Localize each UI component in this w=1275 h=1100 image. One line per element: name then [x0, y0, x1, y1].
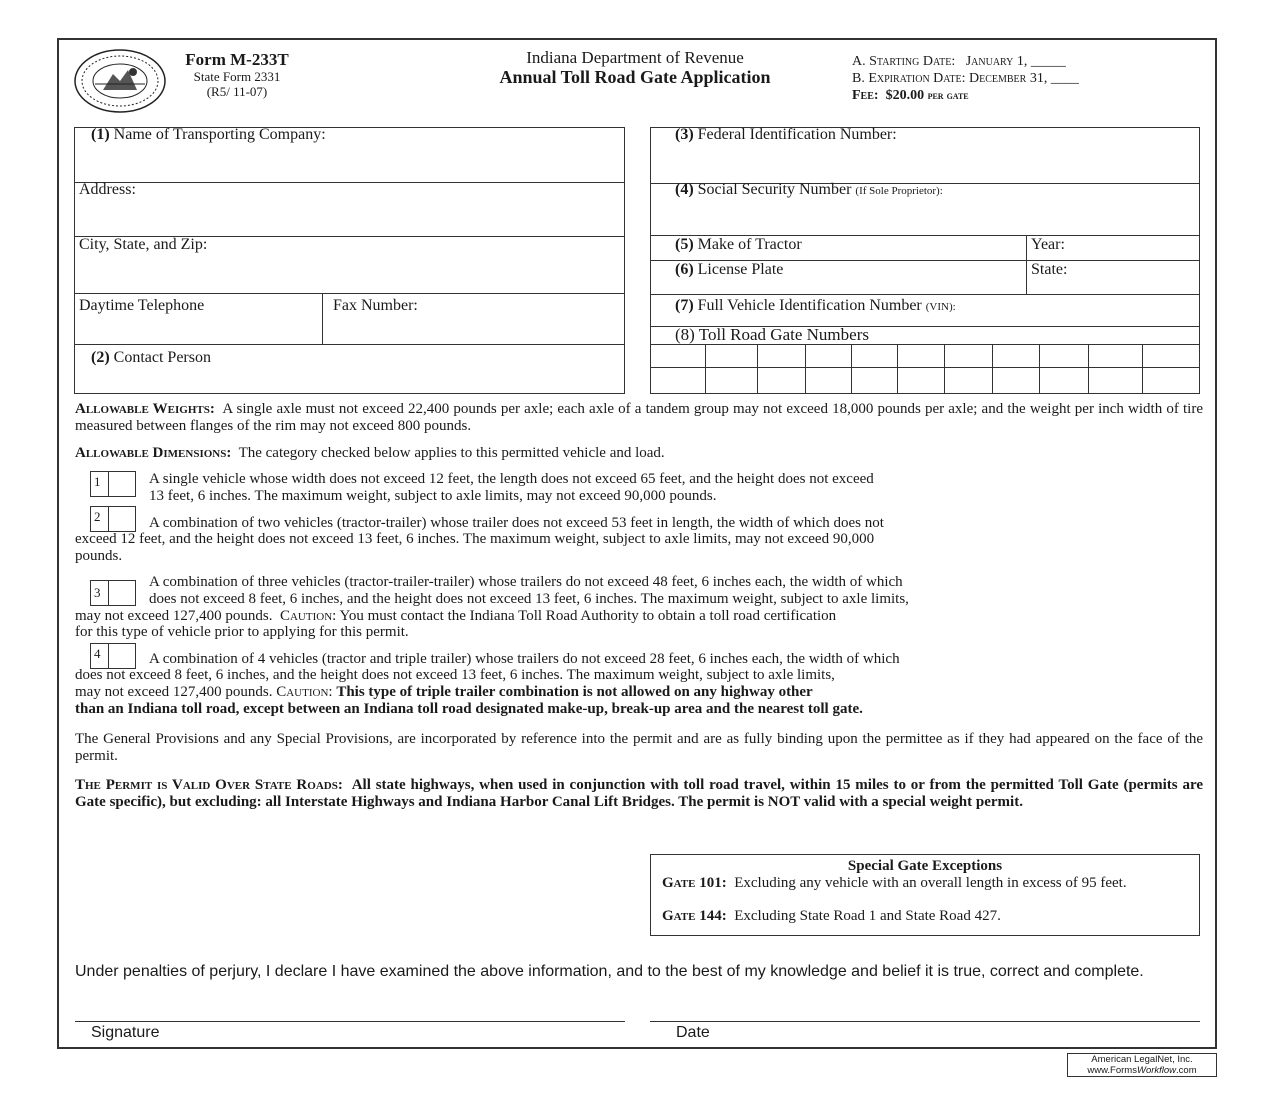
revision: (R5/ 11-07) [206, 84, 268, 99]
gate-grid-divider [944, 344, 945, 394]
gate-grid-divider [1088, 344, 1089, 394]
gate-grid-divider [757, 344, 758, 394]
category-3-checkbox[interactable]: 3 [90, 580, 136, 606]
category-4-checkbox[interactable]: 4 [90, 643, 136, 669]
category-1-checkbox[interactable]: 1 [90, 471, 136, 497]
date-line[interactable] [650, 1021, 1200, 1022]
gate-grid-divider [805, 344, 806, 394]
category-3-line3: may not exceed 127,400 pounds. Caution: You must contact the Indiana Toll Road Authority to obtain a toll road certification [75, 608, 837, 624]
footer-company: American LegalNet, Inc. [1091, 1054, 1193, 1065]
category-2-line1: A combination of two vehicles (tractor-trailer) whose trailer does not exceed 53 feet in length, the width of which does not [149, 515, 884, 531]
category-2-line3: pounds. [75, 548, 123, 564]
signature-label: Signature [91, 1024, 160, 1041]
fee-unit: per gate [927, 88, 969, 102]
license-plate-field[interactable]: (6) License Plate [675, 261, 784, 278]
company-name-field[interactable]: (1) Name of Transporting Company: [91, 126, 326, 143]
perjury-declaration: Under penalties of perjury, I declare I have examined the above information, and to the best of my knowledge and belief it is true, correct and complete. [75, 963, 1144, 980]
form-number: Form M-233T [185, 50, 289, 69]
year-field[interactable]: Year: [1031, 236, 1065, 253]
daytime-telephone-field[interactable]: Daytime Telephone [79, 297, 205, 314]
state-seal-icon [73, 48, 167, 114]
legalnet-footer [1067, 1053, 1217, 1077]
starting-date-label: A. Starting Date: [852, 54, 956, 69]
category-4-line2: does not exceed 8 feet, 6 inches, and the height does not exceed 13 feet, 6 inches. The maximum weight, subject to axle limits, [75, 667, 835, 683]
make-of-tractor-field[interactable]: (5) Make of Tractor [675, 236, 802, 253]
date-label: Date [676, 1024, 710, 1041]
gate-grid-divider [705, 344, 706, 394]
gate-numbers-label: (8) Toll Road Gate Numbers [675, 325, 869, 344]
signature-line[interactable] [75, 1021, 625, 1022]
gate-144-exception: Gate 144: Excluding State Road 1 and State Road 427. [662, 908, 1001, 924]
form-title: Annual Toll Road Gate Application [499, 67, 771, 87]
gate-grid-divider [897, 344, 898, 394]
category-4-line4: than an Indiana toll road, except between an Indiana toll road designated make-up, break-up area and the nearest toll gate. [75, 701, 863, 717]
category-3-line1: A combination of three vehicles (tractor-trailer-trailer) whose trailers do not exceed 48 feet, 6 inches each, the width of which [149, 574, 903, 590]
footer-url: www.FormsWorkflow.com [1087, 1064, 1197, 1076]
contact-person-field[interactable]: (2) Contact Person [91, 349, 211, 366]
general-provisions: The General Provisions and any Special Provisions, are incorporated by reference into the permit and are as fully binding upon the permittee as if they had appeared on the face of the permit. [75, 731, 1203, 764]
allowable-weights: Allowable Weights: A single axle must not exceed 22,400 pounds per axle; each axle of a tandem group may not exceed 18,000 pounds per axle; and the weight per inch width of tire measured between flanges of the rim may not exceed 800 pounds. [75, 401, 1203, 434]
fax-number-field[interactable]: Fax Number: [333, 297, 418, 314]
category-2-checkbox[interactable]: 2 [90, 506, 136, 532]
agency-block [430, 48, 840, 87]
fee-value: $20.00 [885, 88, 925, 103]
date-fee-block [852, 53, 1212, 104]
federal-id-field[interactable]: (3) Federal Identification Number: [675, 126, 897, 143]
gate-grid-divider [1039, 344, 1040, 394]
expiration-date-value[interactable]: December 31, ____ [969, 71, 1079, 86]
vin-field[interactable]: (7) Full Vehicle Identification Number (VIN): [675, 297, 956, 314]
allowable-dimensions: Allowable Dimensions: The category checked below applies to this permitted vehicle and load. [75, 445, 665, 461]
city-state-zip-field[interactable]: City, State, and Zip: [79, 236, 208, 253]
gate-grid-divider [992, 344, 993, 394]
category-3-line2: does not exceed 8 feet, 6 inches, and the height does not exceed 13 feet, 6 inches. The maximum weight, subject to axle limits, [149, 591, 909, 607]
starting-date-value[interactable]: January 1, _____ [965, 54, 1066, 69]
gate-grid-divider [851, 344, 852, 394]
category-4-line3: may not exceed 127,400 pounds. Caution: This type of triple trailer combination is not allowed on any highway other [75, 684, 813, 700]
category-2-line2: exceed 12 feet, and the height does not exceed 13 feet, 6 inches. The maximum weight, subject to axle limits, may not exceed 90,000 [75, 531, 875, 547]
special-title: Special Gate Exceptions [847, 858, 1003, 874]
special-gate-exceptions [650, 854, 1200, 936]
agency-name: Indiana Department of Revenue [526, 48, 744, 67]
category-4-line1: A combination of 4 vehicles (tractor and triple trailer) whose trailers do not exceed 28 feet, 6 inches each, the width of which [149, 651, 900, 667]
state-form: State Form 2331 [193, 69, 281, 84]
ssn-field[interactable]: (4) Social Security Number (If Sole Proprietor): [675, 181, 943, 198]
valid-state-roads: The Permit is Valid Over State Roads: All state highways, when used in conjunction with toll road travel, within 15 miles to or from the permitted Toll Gate (permits are Gate specific), but excluding: all Interstate Highways and Indiana Harbor Canal Lift Bridges. The permit is NOT valid with a special weight permit. [75, 777, 1203, 810]
expiration-date-label: B. Expiration Date: [852, 71, 966, 86]
state-field[interactable]: State: [1031, 261, 1068, 278]
gate-101-exception: Gate 101: Excluding any vehicle with an overall length in excess of 95 feet. [662, 875, 1127, 891]
address-field[interactable]: Address: [79, 181, 136, 198]
fee-label: Fee: [852, 88, 879, 103]
category-1-text: A single vehicle whose width does not exceed 12 feet, the length does not exceed 65 feet, and the height does not exceed 13 feet, 6 inches. The maximum weight, subject to axle limits, may not exceed 90,000 pounds. [149, 471, 874, 504]
form-number-block [170, 51, 304, 99]
category-3-line4: for this type of vehicle prior to applying for this permit. [75, 624, 409, 640]
gate-grid-divider [1142, 344, 1143, 394]
